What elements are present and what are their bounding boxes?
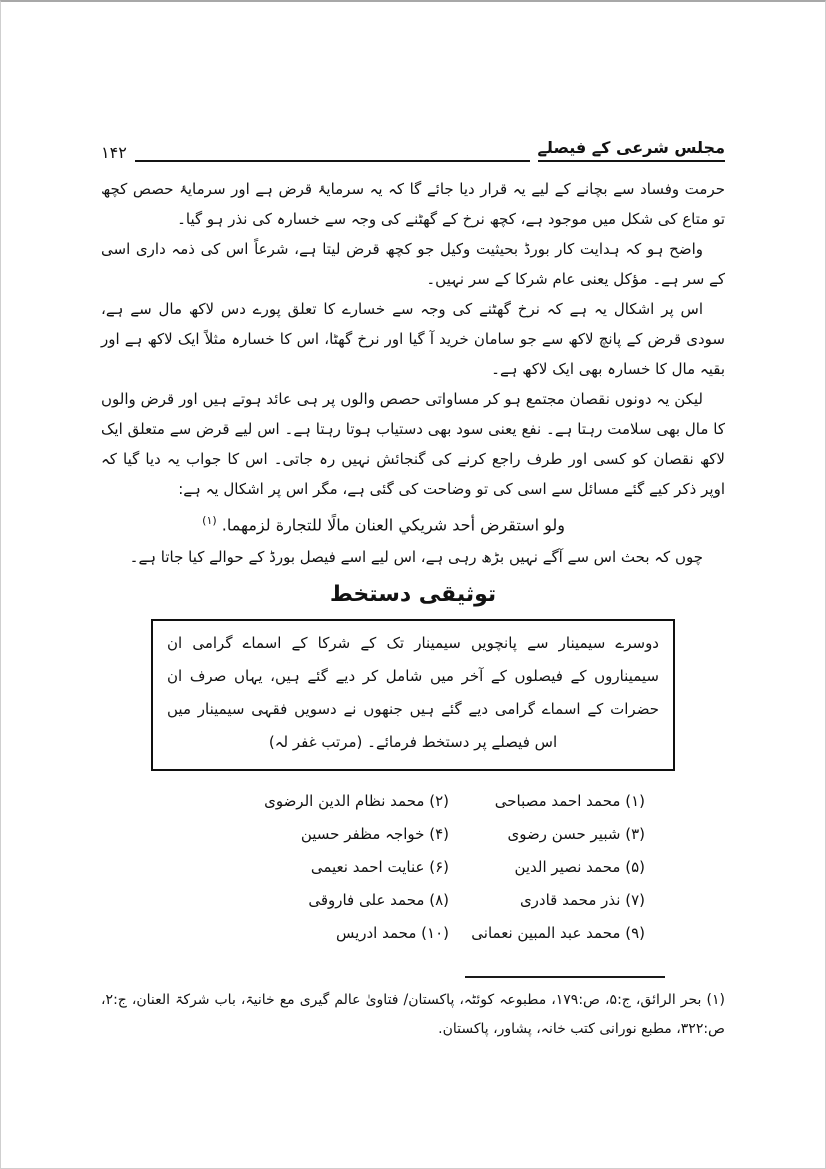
signatory-number: (۵): [625, 858, 645, 877]
footnote-reference: (۱): [202, 514, 217, 527]
arabic-quote-text: ولو استقرض أحد شريكي العنان مالًا للتجارة لزمهما.: [221, 515, 565, 535]
paragraph-wakil: واضح ہو کہ ہدایت کار بورڈ بحیثیت وکیل جو کچھ قرض لیتا ہے، شرعاً اس کی ذمہ داری اسی کے سر ہے۔ مؤکل یعنی عام شرکا کے سر نہیں۔: [101, 240, 725, 288]
running-header: [101, 138, 725, 162]
signatory-number: (۳): [625, 825, 645, 844]
signatory-item: [101, 884, 465, 917]
arabic-quotation: [181, 504, 565, 542]
page-content: [101, 138, 725, 1044]
signatory-item: [465, 818, 725, 851]
signatory-item: [101, 917, 465, 950]
signatory-number: (۴): [429, 825, 449, 844]
signatory-name: نذر محمد قادری: [519, 891, 621, 910]
page-number: ۱۴۲: [101, 143, 127, 162]
signatory-number: (۹): [625, 924, 645, 943]
paragraph-continuation: حرمت وفساد سے بچانے کے لیے یہ قرار دیا جائے گا کہ یہ سرمایۂ قرض ہے اور سرمایۂ حصص کچھ تو متاع کی شکل میں موجود ہے، کچھ نرخ کے گھٹنے کی وجہ سے خسارہ کی نذر ہو گیا۔: [101, 180, 725, 228]
signatory-name: شبیر حسن رضوی: [507, 825, 621, 844]
footnote-text: (۱) بحر الرائق، ج:۵، ص:۱۷۹، مطبوعہ کوئٹہ، پاکستان/ فتاویٰ عالم گیری مع خانیۃ، باب شرکۃ العنان، ج:۲، ص:۳۲۲، مطبع نورانی کتب خانہ، پشاور، پاکستان.: [101, 992, 725, 1038]
signatory-name: محمد نظام الدین الرضوی: [264, 792, 425, 811]
paragraph-closing: چوں کہ بحث اس سے آگے نہیں بڑھ رہی ہے، اس لیے اسے فیصل بورڈ کے حوالے کیا جاتا ہے۔: [129, 548, 703, 567]
notice-box: دوسرے سیمینار سے پانچویں سیمینار تک کے شرکا کے اسماے گرامی ان سیمیناروں کے فیصلوں کے آخر میں شامل کر دیے گئے ہیں، یہاں صرف ان حضرات کے اسماے گرامی دیے گئے ہیں جنھوں نے دسویں فقہی سیمینار میں اس فیصلے پر دستخط فرمائے۔ (مرتب غفر لہ): [151, 619, 675, 771]
section-heading: توثیقی دستخط: [329, 582, 497, 608]
signatory-item: [465, 917, 725, 950]
paragraph-ishkal: اس پر اشکال یہ ہے کہ نرخ گھٹنے کی وجہ سے خسارے کا تعلق پورے دس لاکھ مال سے ہے، سودی قرض کے پانچ لاکھ سے جو سامان خرید آ گیا اور نرخ گھٹا، اس کا خسارہ مثلاً ایک لاکھ ہے اور بقیہ مال کا خسارہ بھی ایک لاکھ ہے۔: [101, 300, 725, 378]
signatory-item: [465, 851, 725, 884]
signatories-list: [101, 785, 725, 950]
signatory-number: (۲): [429, 792, 449, 811]
signatory-name: محمد عبد المبین نعمانی: [471, 924, 621, 943]
book-title: مجلس شرعی کے فیصلے: [538, 138, 725, 162]
signatory-number: (۱): [625, 792, 645, 811]
signatory-item: [101, 785, 465, 818]
paragraph-nuqsan: لیکن یہ دونوں نقصان مجتمع ہو کر مساواتی حصص والوں پر ہی عائد ہوتے ہیں اور قرض والوں کا مال بھی سلامت رہتا ہے۔ نفع یعنی سود بھی دستیاب ہوتا رہتا ہے۔ اس لیے قرض سے متعلق ایک لاکھ نقصان کو کسی اور طرف راجع کرنے کی گنجائش نہیں رہ جاتی۔ اس کا جواب یہ دیا گیا کہ اوپر ذکر کیے گئے مسائل سے اسی کی تو وضاحت کی گئی ہے، مگر اس پر اشکال یہ ہے:: [101, 390, 725, 498]
signatory-name: محمد ادریس: [335, 924, 417, 943]
signatory-number: (۸): [429, 891, 449, 910]
signatory-name: محمد نصیر الدین: [514, 858, 621, 877]
signatory-name: عنایت احمد نعیمی: [310, 858, 425, 877]
signatory-item: [101, 818, 465, 851]
signatory-name: محمد علی فاروقی: [308, 891, 425, 910]
signatory-name: خواجہ مظفر حسین: [300, 825, 425, 844]
signatory-name: محمد احمد مصباحی: [494, 792, 621, 811]
header-rule: [135, 160, 530, 162]
signatory-number: (۱۰): [421, 924, 449, 943]
signatory-number: (۶): [429, 858, 449, 877]
footnote-separator: [465, 976, 665, 978]
signatory-item: [465, 884, 725, 917]
signatory-item: [465, 785, 725, 818]
signatory-number: (۷): [625, 891, 645, 910]
signatory-item: [101, 851, 465, 884]
